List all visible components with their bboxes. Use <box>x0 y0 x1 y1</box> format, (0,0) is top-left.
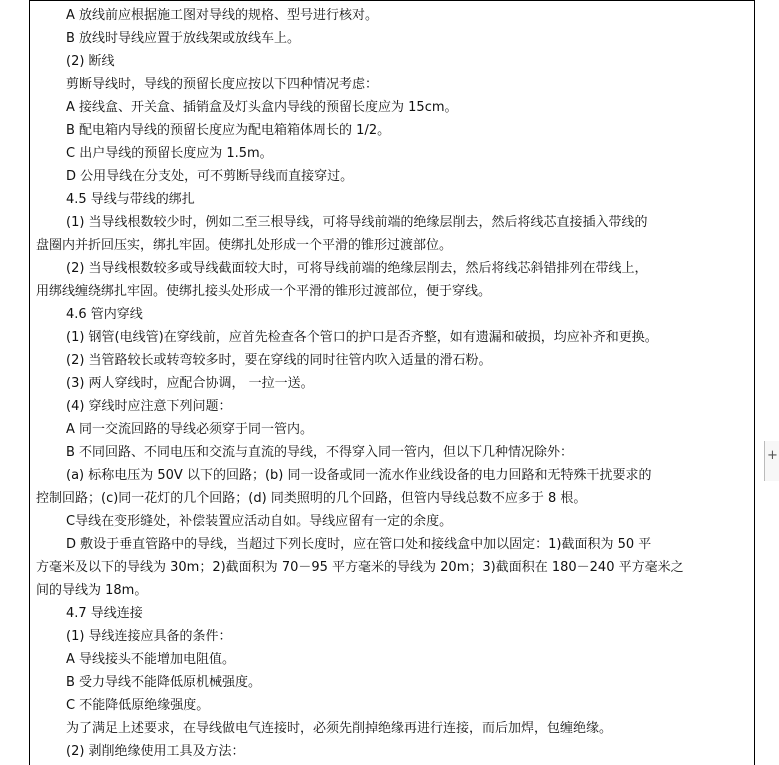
text-line: A 同一交流回路的导线必须穿于同一管内。 <box>66 422 314 437</box>
text-line: 控制回路；(c)同一花灯的几个回路；(d) 同类照明的几个回路，但管内导线总数不应多于 8 根。 <box>36 491 587 506</box>
text-line: B 配电箱内导线的预留长度应为配电箱箱体周长的 1/2。 <box>66 123 391 138</box>
text-line: 方毫米及以下的导线为 30m；2)截面积为 70－95 平方毫米的导线为 20m；3)截面积在 180－240 平方毫米之 <box>36 560 684 575</box>
text-line: D 公用导线在分支处，可不剪断导线而直接穿过。 <box>66 169 354 184</box>
text-line: C 不能降低原绝缘强度。 <box>66 698 210 713</box>
plus-icon[interactable]: + <box>767 448 778 463</box>
text-line: 剪断导线时，导线的预留长度应按以下四种情况考虑： <box>66 77 379 92</box>
text-line: B 放线时导线应置于放线架或放线车上。 <box>66 31 301 46</box>
text-line: (2) 当导线根数较多或导线截面较大时，可将导线前端的绝缘层削去，然后将线芯斜错排列在带线上， <box>66 261 648 276</box>
text-line: 为了满足上述要求，在导线做电气连接时，必须先削掉绝缘再进行连接，而后加焊，包缠绝缘。 <box>66 721 613 736</box>
text-line: (1) 钢管(电线管)在穿线前，应首先检查各个管口的护口是否齐整，如有遗漏和破损，均应补齐和更换。 <box>66 330 658 345</box>
text-line: (2) 剥削绝缘使用工具及方法： <box>66 744 245 759</box>
text-line: B 受力导线不能降低原机械强度。 <box>66 675 262 690</box>
text-line: C 出户导线的预留长度应为 1.5m。 <box>66 146 273 161</box>
text-line: B 不同回路、不同电压和交流与直流的导线，不得穿入同一管内，但以下几种情况除外： <box>66 445 574 460</box>
text-line: (4) 穿线时应注意下列问题： <box>66 399 232 414</box>
text-line: (a) 标称电压为 50V 以下的回路；(b) 同一设备或同一流水作业线设备的电力回路和无特殊干扰要求的 <box>66 468 652 483</box>
text-line: (1) 当导线根数较少时，例如二至三根导线，可将导线前端的绝缘层削去，然后将线芯直接插入带线的 <box>66 215 648 230</box>
text-line: D 敷设于垂直管路中的导线，当超过下列长度时，应在管口处和接线盒中加以固定：1)截面积为 50 平 <box>66 537 652 552</box>
document-body <box>36 4 752 763</box>
text-line: (1) 导线连接应具备的条件： <box>66 629 232 644</box>
text-line: 4.5 导线与带线的绑扎 <box>66 192 195 207</box>
text-line: A 放线前应根据施工图对导线的规格、型号进行核对。 <box>66 8 379 23</box>
text-line: 盘圈内并折回压实，绑扎牢固。使绑扎处形成一个平滑的锥形过渡部位。 <box>36 238 453 253</box>
text-line: A 接线盒、开关盒、插销盒及灯头盒内导线的预留长度应为 15cm。 <box>66 100 458 115</box>
text-line: A 导线接头不能增加电阻值。 <box>66 652 236 667</box>
text-line: (3) 两人穿线时，应配合协调， 一拉一送。 <box>66 376 314 391</box>
text-line: 4.7 导线连接 <box>66 606 143 621</box>
text-line: 4.6 管内穿线 <box>66 307 143 322</box>
text-line: (2) 当管路较长或转弯较多时，要在穿线的同时往管内吹入适量的滑石粉。 <box>66 353 492 368</box>
text-line: 用绑线缠绕绑扎牢固。使绑扎接头处形成一个平滑的锥形过渡部位，便于穿线。 <box>36 284 492 299</box>
text-line: (2) 断线 <box>66 54 115 69</box>
text-line: C导线在变形缝处，补偿装置应活动自如。导线应留有一定的余度。 <box>66 514 453 529</box>
text-line: 间的导线为 18m。 <box>36 583 148 598</box>
